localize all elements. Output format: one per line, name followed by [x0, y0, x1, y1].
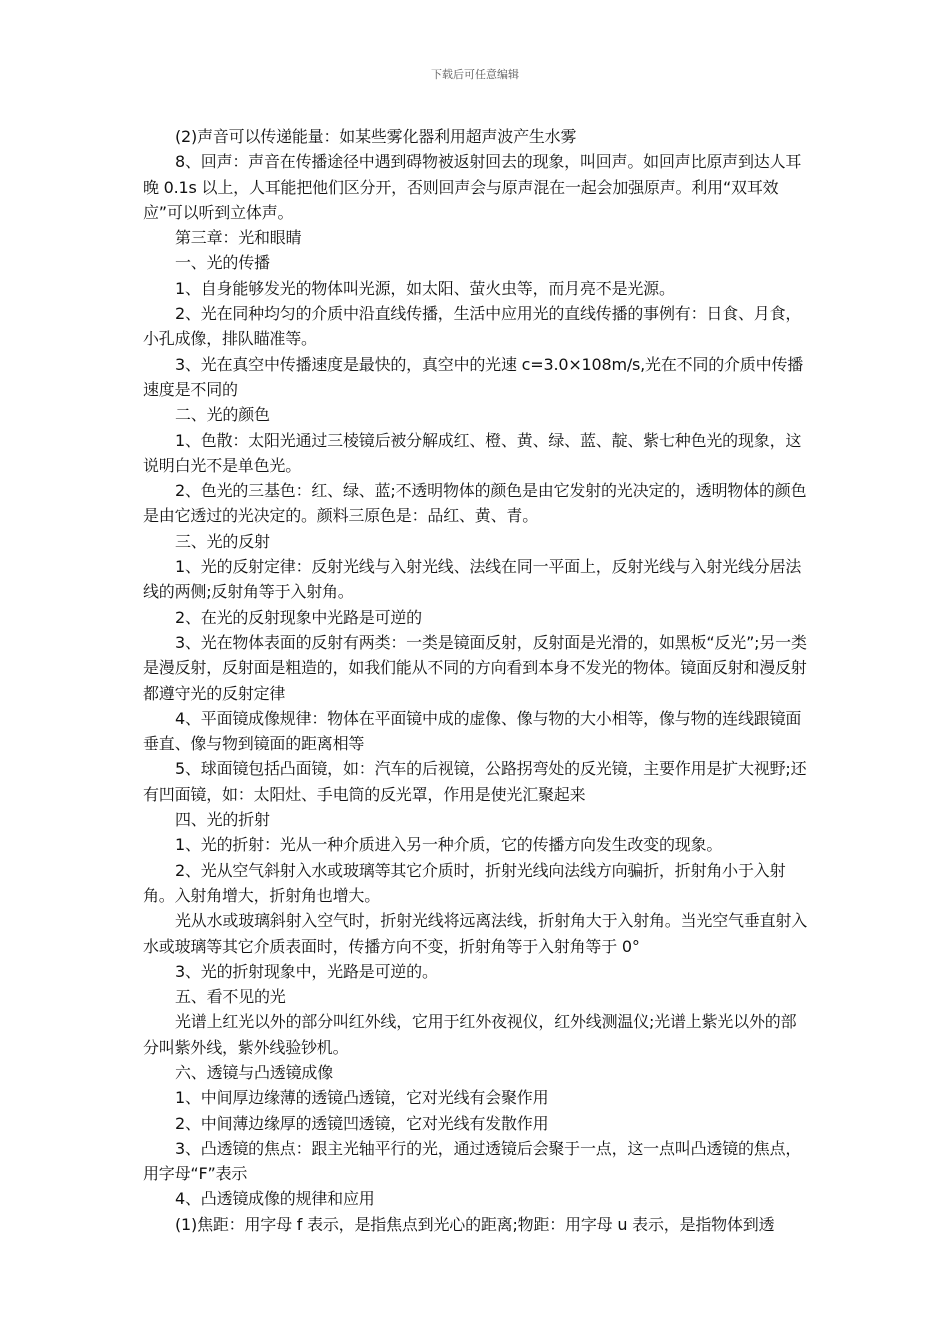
chapter-heading: 第三章：光和眼睛 [175, 228, 302, 248]
paragraph: 1、光的折射：光从一种介质进入另一种介质，它的传播方向发生改变的现象。 [175, 835, 723, 855]
section-heading: 六、透镜与凸透镜成像 [175, 1062, 334, 1082]
section-heading: 一、光的传播 [175, 253, 270, 273]
paragraph: 3、光的折射现象中，光路是可逆的。 [175, 961, 438, 981]
section-heading: 三、光的反射 [175, 531, 270, 551]
paragraph: 2、光从空气斜射入水或玻璃等其它介质时，折射光线向法线方向骗折，折射角小于入射角。入射角增大，折射角也增大。 [143, 860, 786, 905]
document-body [143, 124, 807, 1237]
paragraph: 3、光在真空中传播速度是最快的，真空中的光速 c=3.0×108m/s,光在不同的介质中传播速度是不同的 [143, 354, 804, 399]
paragraph: 1、色散：太阳光通过三棱镜后被分解成红、橙、黄、绿、蓝、靛、紫七种色光的现象，这说明白光不是单色光。 [143, 430, 802, 475]
paragraph: 4、凸透镜成像的规律和应用 [175, 1189, 375, 1209]
section-heading: 五、看不见的光 [175, 987, 286, 1007]
paragraph: 2、中间薄边缘厚的透镜凹透镜，它对光线有发散作用 [175, 1113, 549, 1133]
paragraph: 2、色光的三基色：红、绿、蓝;不透明物体的颜色是由它发射的光决定的，透明物体的颜色是由它透过的光决定的。颜料三原色是：品红、黄、青。 [143, 481, 807, 526]
paragraph: 8、回声：声音在传播途径中遇到碍物被返射回去的现象，叫回声。如回声比原声到达人耳晚 0.1s 以上，人耳能把他们区分开，否则回声会与原声混在一起会加强原声。利用“双耳效应”可以听到立体声。 [143, 152, 802, 222]
paragraph: (1)焦距：用字母 f 表示，是指焦点到光心的距离;物距：用字母 u 表示，是指物体到透 [175, 1214, 775, 1234]
paragraph: 光从水或玻璃斜射入空气时，折射光线将远离法线，折射角大于入射角。当光空气垂直射入水或玻璃等其它介质表面时，传播方向不变，折射角等于入射角等于 0° [143, 911, 808, 956]
paragraph: 4、平面镜成像规律：物体在平面镜中成的虚像、像与物的大小相等，像与物的连线跟镜面垂直、像与物到镜面的距离相等 [143, 708, 802, 754]
paragraph: (2)声音可以传递能量：如某些雾化器利用超声波产生水雾 [175, 127, 577, 146]
paragraph: 2、光在同种均匀的介质中沿直线传播，生活中应用光的直线传播的事例有：日食、月食，小孔成像，排队瞄准等。 [143, 304, 802, 349]
paragraph: 1、光的反射定律：反射光线与入射光线、法线在同一平面上，反射光线与入射光线分居法线的两侧;反射角等于入射角。 [143, 557, 802, 602]
paragraph: 3、凸透镜的焦点：跟主光轴平行的光，通过透镜后会聚于一点，这一点叫凸透镜的焦点，用字母“F”表示 [143, 1138, 802, 1184]
paragraph: 光谱上红光以外的部分叫红外线，它用于红外夜视仪，红外线测温仪;光谱上紫光以外的部分叫紫外线，紫外线验钞机。 [143, 1012, 797, 1057]
paragraph: 1、自身能够发光的物体叫光源，如太阳、萤火虫等，而月亮不是光源。 [175, 278, 675, 298]
page-header: 下载后可任意编辑 [431, 68, 519, 81]
paragraph: 3、光在物体表面的反射有两类：一类是镜面反射，反射面是光滑的，如黑板“反光”;另一类是漫反射，反射面是粗造的，如我们能从不同的方向看到本身不发光的物体。镜面反射和漫反射都遵守光的反射定律 [143, 632, 807, 703]
paragraph: 2、在光的反射现象中光路是可逆的 [175, 607, 422, 627]
section-heading: 四、光的折射 [175, 810, 270, 830]
paragraph: 1、中间厚边缘薄的透镜凸透镜，它对光线有会聚作用 [175, 1088, 549, 1108]
paragraph: 5、球面镜包括凸面镜，如：汽车的后视镜，公路拐弯处的反光镜，主要作用是扩大视野;还有凹面镜，如：太阳灶、手电筒的反光罩，作用是使光汇聚起来 [143, 759, 807, 804]
section-heading: 二、光的颜色 [175, 405, 270, 425]
